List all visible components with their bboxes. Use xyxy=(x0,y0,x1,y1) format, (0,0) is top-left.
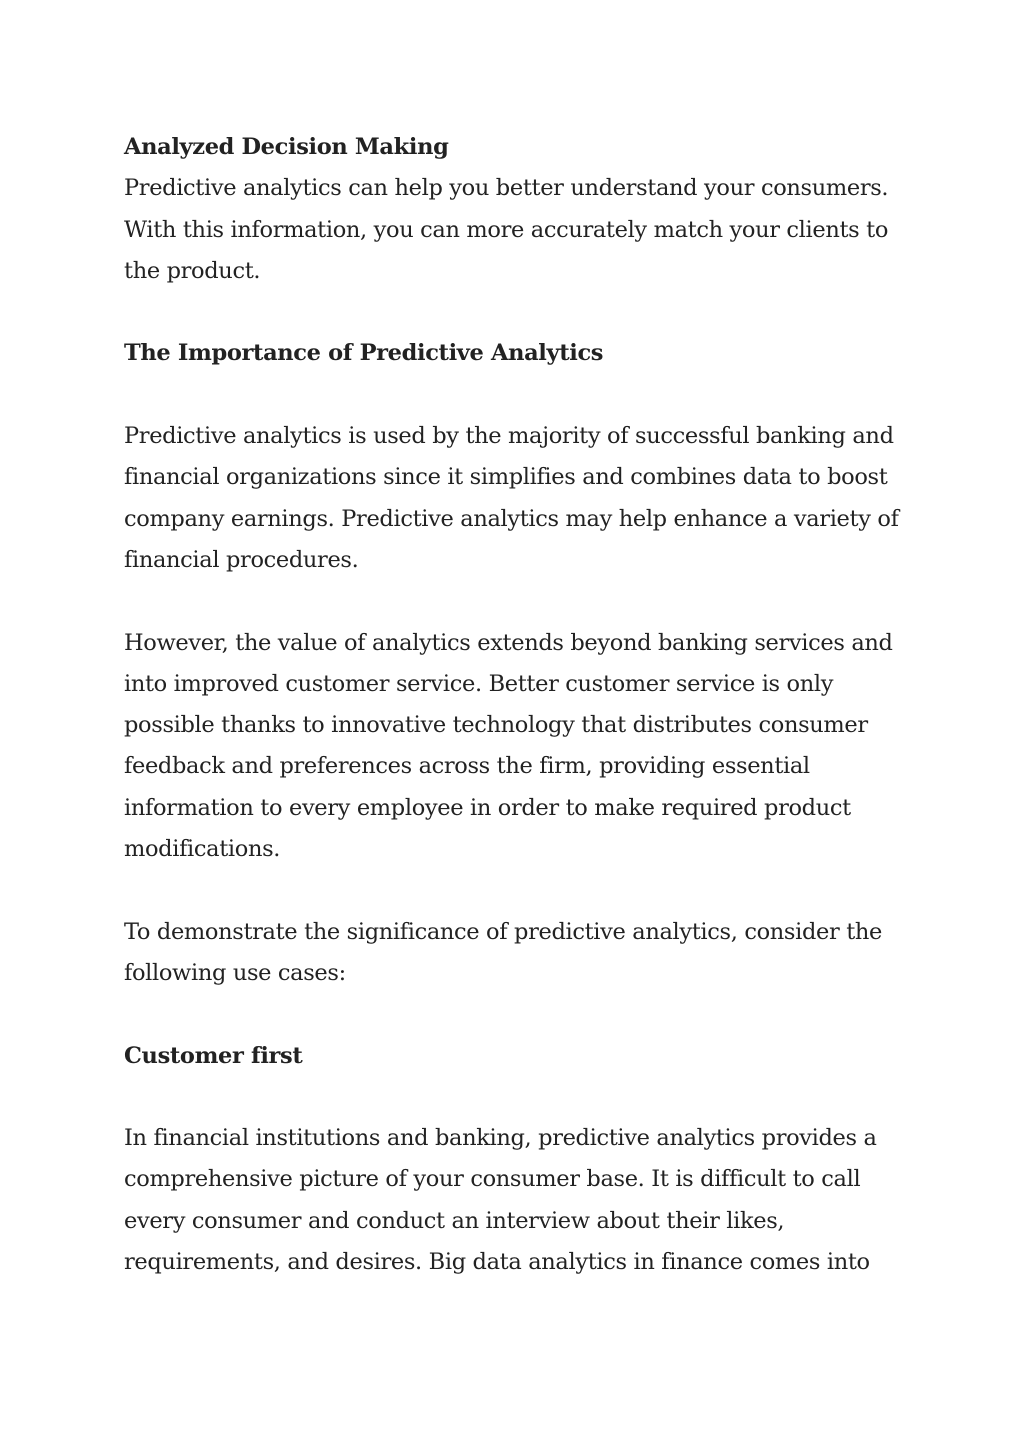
paragraph: In financial institutions and banking, predictive analytics provides a comprehensive picture of your consumer base. It is difficult to call every consumer and conduct an interview about their likes, requirements, and desires. Big data analytics in finance comes into xyxy=(124,1125,877,1276)
paragraph: However, the value of analytics extends beyond banking services and into improved customer service. Better customer service is only possible thanks to innovative technology that distributes consumer feedback and preferences across the firm, providing essential information to every employee in order to make required product modifications. xyxy=(124,629,893,863)
section-analyzed-decision-making xyxy=(124,127,904,292)
section-importance-of-predictive-analytics xyxy=(124,333,904,994)
section-heading: The Importance of Predictive Analytics xyxy=(124,340,604,367)
document-page xyxy=(124,127,904,1283)
paragraph: To demonstrate the significance of predictive analytics, consider the following use cases: xyxy=(124,918,882,986)
paragraph: Predictive analytics can help you better understand your consumers. With this information, you can more accurately match your clients to the product. xyxy=(124,175,889,284)
section-heading: Analyzed Decision Making xyxy=(124,134,449,160)
section-customer-first xyxy=(124,1036,904,1284)
paragraph: Predictive analytics is used by the majority of successful banking and financial organizations since it simplifies and combines data to boost company earnings. Predictive analytics may help enhance a variety of financial procedures. xyxy=(124,423,899,573)
section-heading: Customer first xyxy=(124,1042,303,1069)
